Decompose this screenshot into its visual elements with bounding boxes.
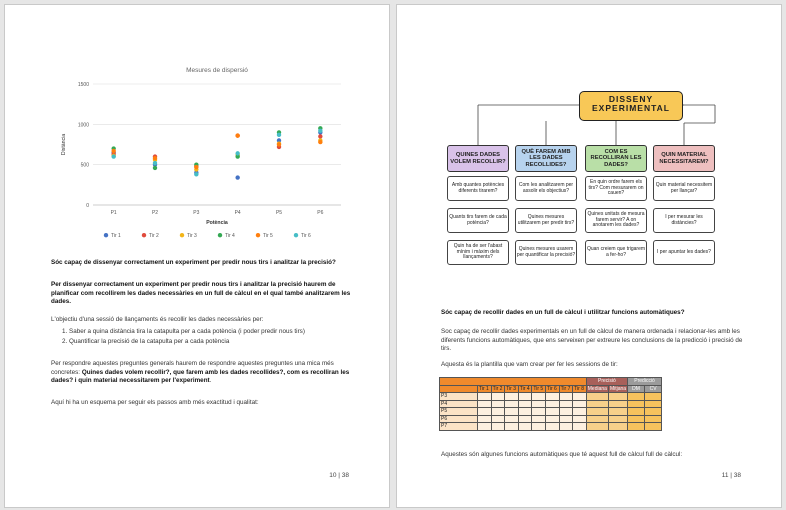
group-prediccio: Predicció [628, 378, 662, 386]
table-cell[interactable] [518, 393, 532, 401]
table-cell[interactable] [545, 393, 559, 401]
table-cell[interactable] [545, 415, 559, 423]
data-point [235, 133, 239, 137]
page-right [396, 4, 782, 508]
page-number-left: 10 | 38 [329, 472, 349, 479]
legend-entry: Tir 1 [111, 233, 121, 239]
table-cell[interactable] [573, 400, 587, 408]
col-header: Tir 1 [478, 385, 492, 393]
table-cell[interactable] [573, 415, 587, 423]
col-header: Tir 4 [518, 385, 532, 393]
data-point [194, 172, 198, 176]
table-cell[interactable] [559, 400, 573, 408]
data-point [318, 129, 322, 133]
legend-marker [256, 233, 260, 237]
table-cell[interactable] [628, 423, 645, 431]
x-tick-label: P5 [275, 210, 283, 216]
data-point [194, 165, 198, 169]
table-cell[interactable] [491, 415, 505, 423]
page-number-right: 11 | 38 [721, 472, 741, 479]
table-cell[interactable] [586, 408, 608, 416]
question-box: I per apuntar les dades? [653, 240, 715, 265]
y-tick-label: 1500 [77, 82, 89, 88]
table-cell[interactable] [505, 400, 519, 408]
table-cell[interactable] [645, 415, 662, 423]
question-box: Quines mesures usarem per quantificar la precisió? [515, 240, 577, 265]
table-cell[interactable] [505, 415, 519, 423]
table-cell[interactable] [628, 400, 645, 408]
table-cell[interactable] [518, 400, 532, 408]
table-cell[interactable] [608, 408, 627, 416]
page-left [4, 4, 390, 508]
table-cell[interactable] [628, 415, 645, 423]
x-tick-label: P6 [317, 210, 324, 216]
table-body [440, 393, 662, 431]
question-box: Com les analitzarem per assolir els objectius? [515, 176, 577, 201]
table-subheader-row [440, 385, 662, 393]
table-row [440, 415, 662, 423]
data-point [153, 166, 157, 170]
table-cell[interactable] [608, 393, 627, 401]
left-scheme-text: Aquí hi ha un esquema per seguir els passos amb més exactitud i qualitat: [51, 399, 259, 406]
data-template-table [439, 377, 662, 431]
col-header: Tir 3 [505, 385, 519, 393]
right-footer-text: Aquestes són algunes funcions automàtiques que té aquest full de càlcul full de càlcul: [441, 451, 683, 458]
category-material: QUIN MATERIAL NECESSITAREM? [653, 145, 715, 172]
data-point [153, 156, 157, 160]
table-cell[interactable] [518, 415, 532, 423]
data-point [111, 154, 115, 158]
col-header: Tir 7 [559, 385, 573, 393]
legend-entry: Tir 3 [187, 233, 197, 239]
table-cell[interactable] [545, 423, 559, 431]
table-cell[interactable] [478, 423, 492, 431]
table-cell[interactable] [586, 393, 608, 401]
table-row [440, 393, 662, 401]
table-cell[interactable] [491, 408, 505, 416]
table-header-row [440, 378, 662, 386]
legend-entry: Tir 6 [301, 233, 311, 239]
table-cell[interactable] [573, 423, 587, 431]
table-cell[interactable] [518, 408, 532, 416]
table-cell[interactable] [532, 423, 546, 431]
col-header: CV [645, 385, 662, 393]
table-cell[interactable] [478, 408, 492, 416]
legend-marker [180, 233, 184, 237]
table-row [440, 400, 662, 408]
table-cell[interactable] [505, 408, 519, 416]
table-cell[interactable] [608, 415, 627, 423]
row-label: P7 [440, 423, 478, 431]
question-box: Quants tirs farem de cada potència? [447, 208, 509, 233]
table-cell[interactable] [491, 423, 505, 431]
question-box: Quines unitats de mesura farem servir? A on anotarem les dades? [585, 208, 647, 233]
row-label: P6 [440, 415, 478, 423]
data-point [153, 161, 157, 165]
col-header: Mediana [587, 385, 607, 392]
table-cell[interactable] [645, 408, 662, 416]
table-cell[interactable] [559, 415, 573, 423]
x-tick-label: P3 [193, 210, 200, 216]
data-point [111, 149, 115, 153]
col-header: Tir 5 [532, 385, 546, 393]
category-data-use: QUÈ FAREM AMB LES DADES RECOLLIDES? [515, 145, 577, 172]
table-cell[interactable] [628, 393, 645, 401]
table-row [440, 408, 662, 416]
category-data-method: COM ES RECOLLIRAN LES DADES? [585, 145, 647, 172]
question-box: I per mesurar les distàncies? [653, 208, 715, 233]
left-intro: Per dissenyar correctament un experiment per predir nous tirs i analitzar la precisió haurem de planificar com recollirem les dades necessàries en un full de càlcul en el qual també analitzarem les dades. [51, 281, 351, 305]
question-box: Quin ha de ser l'abast mínim i màxim dels llançaments? [447, 240, 509, 265]
question-box: Quin material necessitem per llançar? [653, 176, 715, 201]
table-cell[interactable] [518, 423, 532, 431]
template-intro: Aquesta és la plantilla que vam crear per fer les sessions de tir: [441, 361, 618, 368]
table-cell[interactable] [491, 393, 505, 401]
legend-marker [218, 233, 222, 237]
table-cell[interactable] [478, 393, 492, 401]
legend-marker [104, 233, 108, 237]
table-cell[interactable] [505, 423, 519, 431]
y-tick-label: 1000 [77, 122, 89, 129]
row-label: P4 [440, 400, 478, 408]
data-point [235, 151, 239, 155]
table-cell[interactable] [478, 415, 492, 423]
table-cell[interactable] [545, 408, 559, 416]
left-list [51, 328, 351, 347]
data-point [318, 134, 322, 138]
y-tick-label: 500 [80, 162, 89, 169]
table-cell[interactable] [532, 408, 546, 416]
table-cell[interactable] [645, 400, 662, 408]
table-cell[interactable] [505, 393, 519, 401]
col-header: Mitjana [609, 385, 627, 392]
table-cell[interactable] [559, 423, 573, 431]
table-cell[interactable] [532, 393, 546, 401]
table-cell[interactable] [608, 400, 627, 408]
right-heading: Sóc capaç de recollir dades en un full de càlcul i utilitzar funcions automàtiques? [441, 309, 685, 316]
legend-marker [294, 233, 298, 237]
diagram-title: DISSENY EXPERIMENTAL [579, 91, 683, 121]
left-questions-paragraph: Per respondre aquestes preguntes generals haurem de respondre aquestes preguntes una mica més concretes: Quines dades volem recollir?, que farem amb les dades recollides?, com es recolliran les dades? i quin material necessitarem per l'experiment. [51, 360, 350, 384]
chart-title: Mesures de dispersió [186, 67, 248, 74]
right-intro: Soc capaç de recollir dades experimentals en un full de càlcul de manera ordenada i relacionar-les amb les diferents funcions automàtiques, que ens serveixen per extreure les conclusions de la predicció i precisió de tirs. [441, 328, 743, 352]
category-data-collect: QUINES DADES VOLEM RECOLLIR? [447, 145, 509, 172]
table-cell[interactable] [559, 408, 573, 416]
table-cell[interactable] [586, 415, 608, 423]
y-axis-label: Distància [61, 133, 67, 156]
x-tick-label: P1 [110, 210, 117, 216]
x-axis-label: Potència [206, 220, 228, 226]
list-item: 2. Quantificar la precisió de la catapulta per a cada potència [69, 338, 351, 347]
table-row [440, 423, 662, 431]
data-point [277, 133, 281, 137]
table-cell[interactable] [586, 423, 608, 431]
table-cell[interactable] [573, 408, 587, 416]
table-cell[interactable] [491, 400, 505, 408]
legend-entry: Tir 5 [263, 233, 273, 239]
legend-entry: Tir 2 [149, 233, 159, 239]
col-header: Tir 6 [545, 385, 559, 393]
table-cell[interactable] [532, 400, 546, 408]
table-cell[interactable] [586, 400, 608, 408]
col-header: DM [628, 385, 645, 393]
table-cell[interactable] [545, 400, 559, 408]
col-header: Tir 8 [573, 385, 587, 393]
data-point [235, 175, 239, 179]
y-tick-label: 0 [86, 203, 89, 209]
left-heading: Sóc capaç de dissenyar correctament un experiment per predir nous tirs i analitzar la precisió? [51, 259, 336, 266]
dispersion-chart [51, 60, 351, 245]
table-cell[interactable] [559, 393, 573, 401]
data-point [318, 140, 322, 144]
question-box: En quin ordre farem els tirs? Com mesurarem on cauen? [585, 176, 647, 201]
row-label: P3 [440, 393, 478, 401]
table-cell[interactable] [478, 400, 492, 408]
left-objective: L'objectiu d'una sessió de llançaments és recollir les dades necessàries per: [51, 316, 264, 323]
group-precisio: Precisió [586, 378, 627, 386]
table-cell[interactable] [645, 393, 662, 401]
data-point [277, 142, 281, 146]
table-cell[interactable] [628, 408, 645, 416]
question-box: Quines mesures utilitzarem per predir tirs? [515, 208, 577, 233]
list-item: 1. Saber a quina distància tira la catapulta per a cada potència (i poder predir nous tirs) [69, 328, 351, 337]
experimental-design-diagram [445, 83, 755, 283]
table-cell[interactable] [532, 415, 546, 423]
row-label: P5 [440, 408, 478, 416]
legend-marker [142, 233, 146, 237]
table-cell[interactable] [608, 423, 627, 431]
table-cell[interactable] [573, 393, 587, 401]
col-header: Tir 2 [491, 385, 505, 393]
question-box: Amb quantes potències diferents tirarem? [447, 176, 509, 201]
question-box: Quan creiem que trigarem a fer-ho? [585, 240, 647, 265]
x-tick-label: P2 [151, 210, 159, 216]
x-tick-label: P4 [234, 210, 241, 216]
table-cell[interactable] [645, 423, 662, 431]
legend-entry: Tir 4 [225, 233, 235, 239]
